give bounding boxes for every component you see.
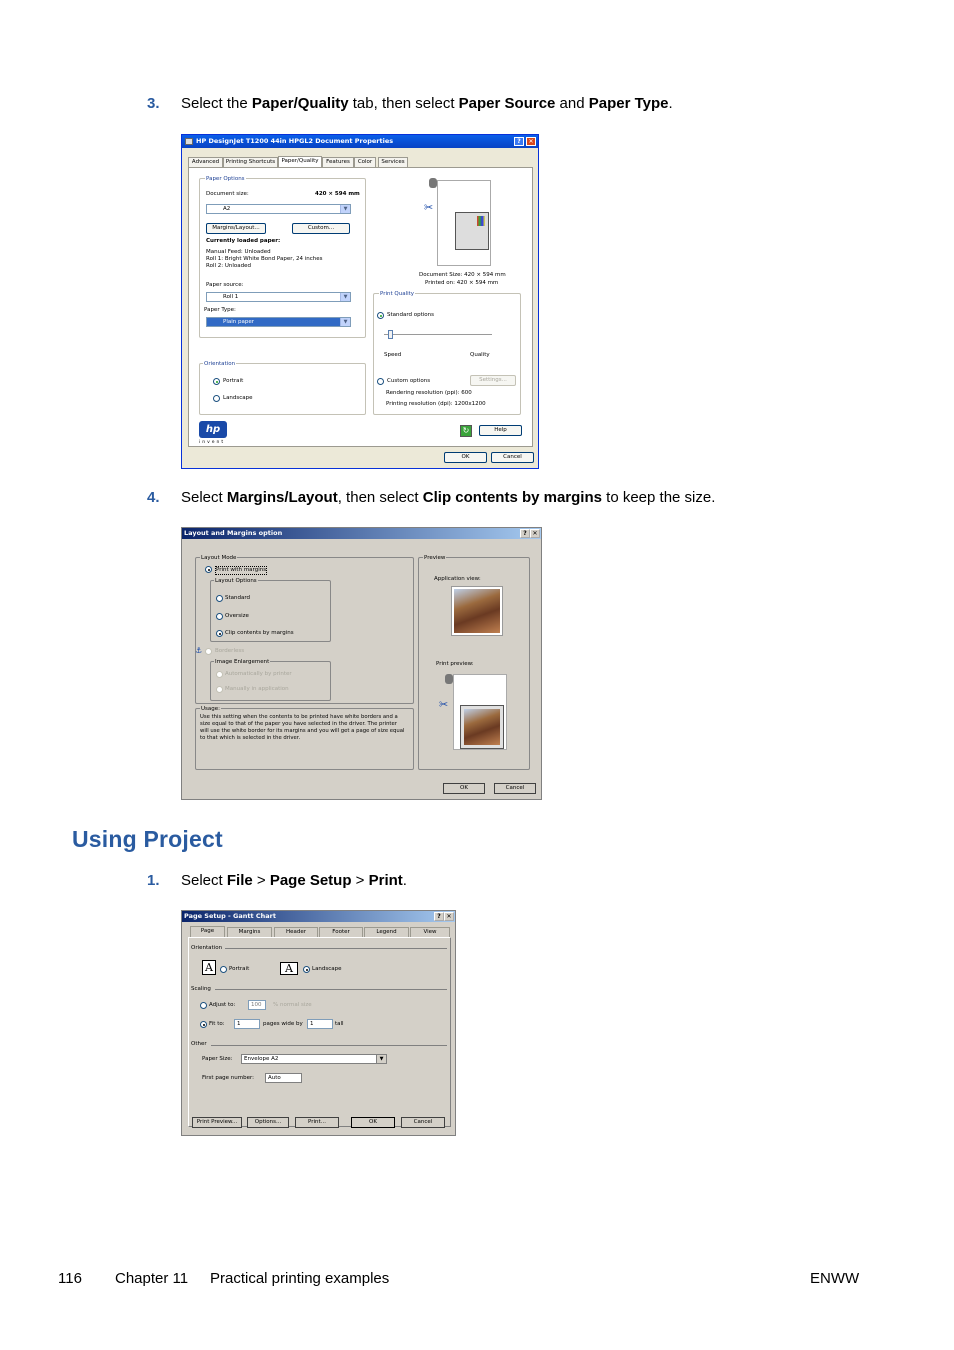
document-size-value: 420 × 594 mm xyxy=(315,191,360,197)
tab-advanced[interactable]: Advanced xyxy=(188,157,223,167)
portrait-label: Portrait xyxy=(223,378,244,384)
first-page-number-input[interactable]: Auto xyxy=(265,1073,302,1083)
tab-footer[interactable]: Footer xyxy=(319,927,363,937)
portrait-icon: A xyxy=(202,960,216,975)
standard-options-radio[interactable] xyxy=(377,312,384,319)
adjust-to-label: Adjust to: xyxy=(209,1002,236,1008)
preview-group xyxy=(418,557,530,770)
roll-icon xyxy=(445,674,453,684)
page-setup-dialog xyxy=(181,910,456,1136)
options-button[interactable]: Options... xyxy=(247,1117,289,1128)
chapter-label: Chapter 11 xyxy=(115,1270,189,1287)
print-with-margins-radio[interactable] xyxy=(205,566,212,573)
paper-quality-panel xyxy=(188,167,533,447)
step-text: Select File > Page Setup > Print. xyxy=(181,872,407,889)
tab-view[interactable]: View xyxy=(410,927,450,937)
tab-features[interactable]: Features xyxy=(322,157,354,167)
dialog-title-bar xyxy=(182,528,541,539)
group-title: Orientation xyxy=(204,361,236,367)
paper-options-group xyxy=(199,178,366,338)
landscape-label: Landscape xyxy=(312,966,342,972)
standard-radio[interactable] xyxy=(216,595,223,602)
application-view-label: Application view: xyxy=(434,576,481,582)
fit-to-label: Fit to: xyxy=(209,1021,225,1027)
paper-type-label: Paper Type: xyxy=(204,307,236,313)
orientation-group xyxy=(199,363,366,415)
fit-to-radio[interactable] xyxy=(200,1021,207,1028)
clip-contents-radio[interactable] xyxy=(216,630,223,637)
printing-resolution: Printing resolution (dpi): 1200x1200 xyxy=(386,401,486,407)
page-number: 116 xyxy=(58,1270,82,1287)
dialog-title: Layout and Margins option xyxy=(184,529,283,537)
clip-contents-label: Clip contents by margins xyxy=(225,630,294,636)
adjust-to-input[interactable]: 100 xyxy=(248,1000,266,1010)
preview-printed-on: Printed on: 420 × 594 mm xyxy=(425,280,499,286)
print-preview-label: Print preview: xyxy=(436,661,474,667)
speed-label: Speed xyxy=(384,352,402,358)
group-title: Image Enlargement xyxy=(215,659,270,665)
ok-button[interactable]: OK xyxy=(351,1117,395,1128)
tab-header[interactable]: Header xyxy=(274,927,318,937)
paper-type-select[interactable]: Plain paper ▼ xyxy=(206,317,351,327)
scissors-icon: ✂ xyxy=(439,698,449,711)
close-title-button[interactable]: ✕ xyxy=(530,529,540,538)
manual-enlarge-label: Manually in application xyxy=(225,686,289,692)
custom-options-radio[interactable] xyxy=(377,378,384,385)
group-title: Print Quality xyxy=(380,291,415,297)
document-size-select[interactable]: A2 ▼ xyxy=(206,204,351,214)
ok-button[interactable]: OK xyxy=(443,783,485,794)
custom-options-label: Custom options xyxy=(387,378,431,384)
step-number: 4. xyxy=(147,489,160,506)
step-number: 3. xyxy=(147,95,160,112)
adjust-to-radio[interactable] xyxy=(200,1002,207,1009)
standard-options-label: Standard options xyxy=(387,312,435,318)
paper-preview xyxy=(424,178,499,268)
document-properties-dialog xyxy=(181,134,539,469)
chevron-down-icon: ▼ xyxy=(340,205,350,213)
dialog-title: HP DesignJet T1200 44in HPGL2 Document Properties xyxy=(196,137,394,145)
usage-group xyxy=(195,708,414,770)
chevron-down-icon: ▼ xyxy=(376,1055,386,1063)
separator xyxy=(215,989,447,990)
quality-slider-thumb[interactable] xyxy=(388,330,393,339)
portrait-radio[interactable] xyxy=(220,966,227,973)
info-icon: ⚓ xyxy=(195,646,203,655)
preview-document-size: Document Size: 420 × 594 mm xyxy=(419,272,506,278)
separator xyxy=(225,948,447,949)
chapter-title: Practical printing examples xyxy=(210,1270,390,1287)
rendering-resolution: Rendering resolution (ppi): 600 xyxy=(386,390,472,396)
portrait-label: Portrait xyxy=(229,966,250,972)
document-size-label: Document size: xyxy=(206,191,249,197)
step-number: 1. xyxy=(147,872,160,889)
close-title-button[interactable]: ✕ xyxy=(526,137,536,146)
refresh-icon[interactable]: ↻ xyxy=(460,425,472,437)
group-title: Layout Options xyxy=(215,578,257,584)
group-title: Usage: xyxy=(201,706,220,712)
oversize-label: Oversize xyxy=(225,613,249,619)
group-title: Paper Options xyxy=(206,176,245,182)
landscape-label: Landscape xyxy=(223,395,253,401)
application-view-image xyxy=(451,586,503,636)
help-button[interactable]: Help xyxy=(479,425,522,436)
landscape-icon: A xyxy=(280,962,298,975)
layout-options-group xyxy=(210,580,331,642)
print-preview-button[interactable]: Print Preview... xyxy=(192,1117,242,1128)
hp-logo-tagline: invent xyxy=(199,440,226,445)
pages-tall-input[interactable]: 1 xyxy=(307,1019,333,1029)
portrait-radio[interactable] xyxy=(213,378,220,385)
group-title: Layout Mode xyxy=(201,555,237,561)
loaded-paper-title: Currently loaded paper: xyxy=(206,238,281,244)
settings-button[interactable]: Settings... xyxy=(470,375,516,386)
tab-margins[interactable]: Margins xyxy=(227,927,272,937)
tab-page[interactable]: Page xyxy=(190,926,225,937)
section-heading: Using Project xyxy=(72,826,223,852)
auto-enlarge-label: Automatically by printer xyxy=(225,671,292,677)
quality-slider[interactable] xyxy=(384,334,492,335)
help-title-button[interactable]: ? xyxy=(514,137,524,146)
hp-logo: hp xyxy=(199,421,227,438)
landscape-radio[interactable] xyxy=(213,395,220,402)
landscape-radio[interactable] xyxy=(303,966,310,973)
print-quality-group xyxy=(373,293,521,415)
footer-right: ENWW xyxy=(810,1270,860,1287)
chevron-down-icon: ▼ xyxy=(340,293,350,301)
cancel-button[interactable]: Cancel xyxy=(494,783,536,794)
page-thumbnail xyxy=(455,212,489,250)
loaded-paper-line: Roll 2: Unloaded xyxy=(206,263,251,269)
page-tab-panel xyxy=(188,937,451,1127)
tab-legend[interactable]: Legend xyxy=(364,927,409,937)
separator xyxy=(211,1045,447,1046)
tab-color[interactable]: Color xyxy=(354,157,376,167)
printer-icon xyxy=(185,138,193,145)
loaded-paper-line: Manual Feed: Unloaded xyxy=(206,249,271,255)
cancel-button[interactable]: Cancel xyxy=(491,452,534,463)
step-text: Select Margins/Layout, then select Clip contents by margins to keep the size. xyxy=(181,489,716,506)
borderless-radio[interactable] xyxy=(205,648,212,655)
loaded-paper-line: Roll 1: Bright White Bond Paper, 24 inches xyxy=(206,256,323,262)
manual-enlarge-radio[interactable] xyxy=(216,686,223,693)
ok-button[interactable]: OK xyxy=(444,452,487,463)
print-button[interactable]: Print... xyxy=(295,1117,339,1128)
tall-label: tall xyxy=(335,1021,344,1027)
paper-source-label: Paper source: xyxy=(206,282,244,288)
paper-size-label: Paper Size: xyxy=(202,1056,233,1062)
close-title-button[interactable]: ✕ xyxy=(444,912,454,921)
first-page-number-label: First page number: xyxy=(202,1075,255,1081)
dialog-title-bar xyxy=(182,911,455,922)
oversize-radio[interactable] xyxy=(216,613,223,620)
image-enlargement-group xyxy=(210,661,331,701)
print-with-margins-label: Print with margins xyxy=(216,567,267,573)
margins-layout-button[interactable]: Margins/Layout... xyxy=(206,223,266,234)
cancel-button[interactable]: Cancel xyxy=(401,1117,445,1128)
orientation-label: Orientation xyxy=(191,945,223,951)
pages-wide-input[interactable]: 1 xyxy=(234,1019,260,1029)
group-title: Preview xyxy=(424,555,446,561)
auto-enlarge-radio[interactable] xyxy=(216,671,223,678)
layout-mode-group xyxy=(195,557,414,704)
custom-button[interactable]: Custom... xyxy=(292,223,350,234)
dialog-title-bar xyxy=(182,135,538,148)
borderless-label: Borderless xyxy=(215,648,245,654)
tab-paper-quality[interactable]: Paper/Quality xyxy=(278,156,322,167)
help-title-button[interactable]: ? xyxy=(434,912,444,921)
tab-printing-shortcuts[interactable]: Printing Shortcuts xyxy=(223,157,278,167)
scissors-icon: ✂ xyxy=(424,201,434,214)
standard-label: Standard xyxy=(225,595,251,601)
paper-size-select[interactable]: Envelope A2 ▼ xyxy=(241,1054,387,1064)
chevron-down-icon: ▼ xyxy=(340,318,350,326)
normal-size-label: % normal size xyxy=(273,1002,312,1008)
print-preview-image xyxy=(460,705,504,749)
quality-label: Quality xyxy=(470,352,490,358)
help-title-button[interactable]: ? xyxy=(520,529,530,538)
other-label: Other xyxy=(191,1041,207,1047)
tab-services[interactable]: Services xyxy=(378,157,408,167)
pages-wide-by-label: pages wide by xyxy=(263,1021,303,1027)
usage-text: Use this setting when the contents to be printed have white borders and a size equal to that of the paper you have selected in the driver. The printer will use the white border for its margins and you will get a page of size equal to that which is selected in the driver. xyxy=(200,714,405,741)
step-text: Select the Paper/Quality tab, then select Paper Source and Paper Type. xyxy=(181,95,673,112)
scaling-label: Scaling xyxy=(191,986,211,992)
paper-source-select[interactable]: Roll 1 ▼ xyxy=(206,292,351,302)
dialog-title: Page Setup - Gantt Chart xyxy=(184,912,276,920)
layout-margins-dialog xyxy=(181,527,542,800)
roll-icon xyxy=(429,178,437,188)
